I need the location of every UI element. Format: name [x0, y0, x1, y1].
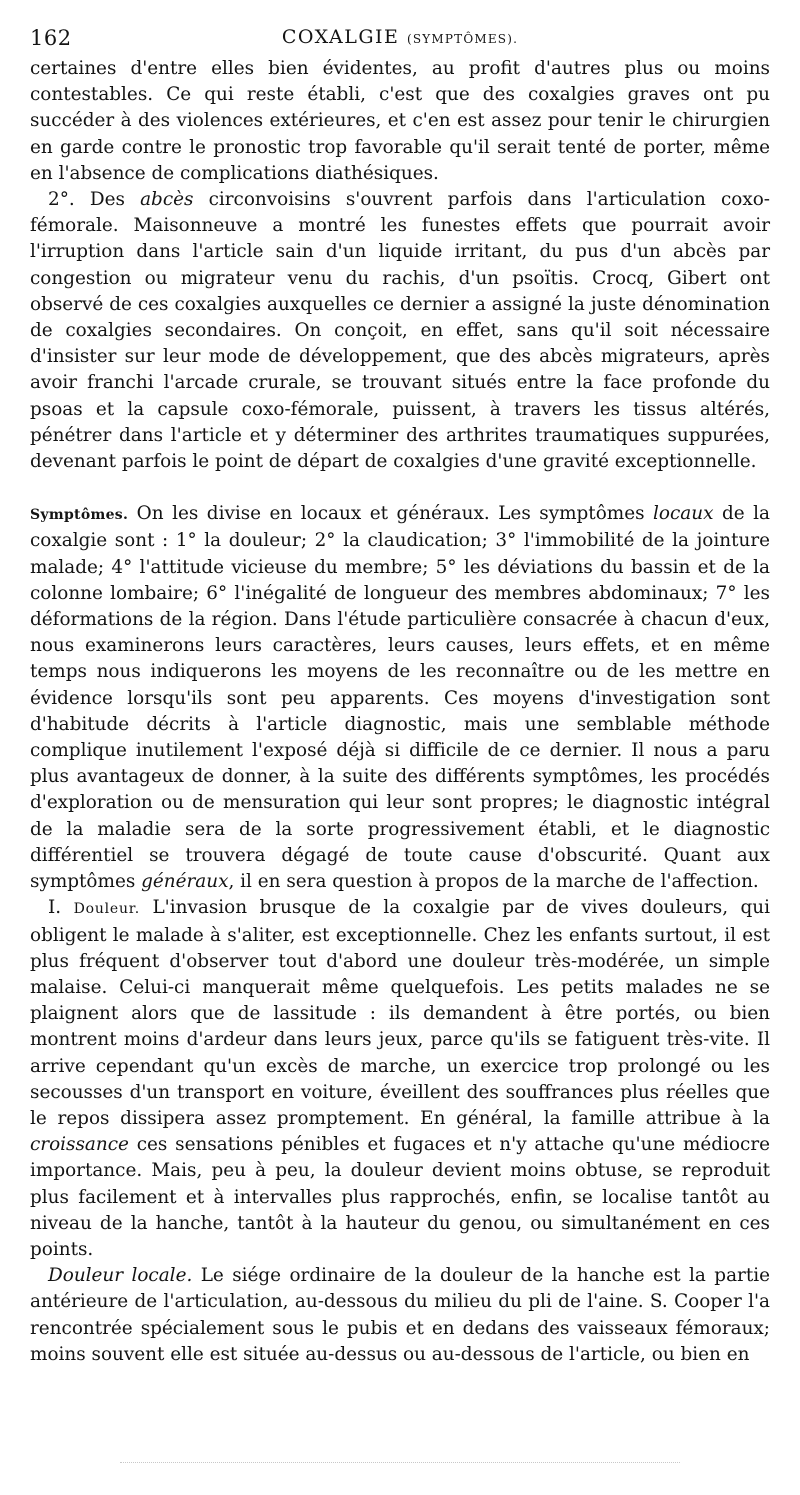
paragraph-3-b: de la coxalgie sont : 1° la douleur; 2° la claudication; 3° l'immobilité de la jointure malade; 4° l'attitude vicieuse du membre; 5° les déviations du bassin et de la colonne lombaire; 6° l'inégalité de longueur des membres abdominaux; 7° les déformations de la région. Dans l'étude particulière consacrée à chacun d'eux, nous examinerons leurs caractères, leurs causes, leurs effets, et en même temps nous indiquerons les moyens de les reconnaître ou de les mettre en évidence lorsqu'ils sont peu apparents. Ces moyens d'investigation sont d'habitude décrits à l'article diagnostic, mais une semblable méthode complique inutilement l'exposé déjà si difficile de ce dernier. Il nous a paru plus avantageux de donner, à la suite des différents symptômes, les procédés d'exploration ou de mensuration qui leur sont propres; le diagnostic intégral de la maladie sera de la sorte progressivement établi, et le diagnostic différentiel se trouvera dégagé de toute cause d'obscurité. Quant aux symptômes	[30, 503, 770, 893]
paragraph-3-italic-generaux: généraux	[141, 871, 229, 893]
paragraph-1	[30, 56, 770, 187]
body-text	[30, 56, 770, 1368]
page-number: 162	[30, 26, 72, 50]
paragraph-4-b: ces sensations pénibles et fugaces et n'y attache qu'une médiocre importance. Mais, peu à peu, la douleur devient moins obtuse, se reproduit plus facilement et à intervalles plus rapprochés, enfin, se localise tantôt au niveau de la hanche, tantôt à la hauteur du genou, ou simultanément en ces points.	[30, 1134, 770, 1260]
paragraph-5-italic-heading: Douleur locale.	[48, 1265, 193, 1287]
paragraph-symptomes	[30, 501, 770, 895]
paragraph-2-italic: abcès	[140, 189, 194, 211]
footer-dotted-rule	[120, 1462, 680, 1467]
section-label-symptomes: Symptômes.	[30, 507, 129, 524]
paragraph-2-rest: circonvoisins s'ouvrent parfois dans l'articulation coxo-fémorale. Maisonneuve a montré les funestes effets que pourrait avoir l'irruption dans l'article sain d'un liquide irritant, du pus d'un abcès par congestion ou migrateur venu du rachis, d'un psoïtis. Crocq, Gibert ont observé de ces coxalgies auxquelles ce dernier a assigné la juste dénomination de coxalgies secondaires. On conçoit, en effet, sans qu'il soit nécessaire d'insister sur leur mode de développement, que des abcès migrateurs, après avoir franchi l'arcade crurale, se trouvant situés entre la face profonde du psoas et la capsule coxo-fémorale, puissent, à travers les tissus altérés, pénétrer dans l'article et y déterminer des arthrites traumatiques suppurées, devenant parfois le point de départ de coxalgies d'une gravité exceptionnelle.	[30, 189, 770, 473]
paragraph-douleur	[30, 895, 770, 1263]
paragraph-4-number: I.	[48, 897, 74, 919]
section-label-douleur: Douleur.	[73, 901, 141, 918]
paragraph-3-a: On les divise en locaux et généraux. Les symptômes	[128, 503, 654, 525]
running-title-subtitle: (SYMPTÔMES).	[406, 32, 519, 46]
paragraph-1-text: certaines d'entre elles bien évidentes, au profit d'autres plus ou moins contestables. Ce qui reste établi, c'est que des coxalgies graves ont pu succéder à des violences extérieures, et c'en est assez pour tenir le chirurgien en garde contre le pronostic trop favorable qu'il serait tenté de porter, même en l'absence de complications diathésiques.	[30, 58, 770, 184]
paragraph-5-a: Le siége ordinaire de la douleur de la hanche est la partie antérieure de l'articulation, au-dessous du milieu du pli de l'aine. S. Cooper l'a rencontrée spécialement sous le pubis et en dedans des vaisseaux fémoraux; moins souvent elle est située au-dessus ou au-dessous de l'article, ou bien en	[30, 1265, 770, 1365]
paragraph-3-c: , il en sera question à propos de la marche de l'affection.	[228, 871, 759, 893]
paragraph-2-start: 2°. Des	[48, 189, 141, 211]
paragraph-4-italic-croissance: croissance	[30, 1134, 129, 1156]
paragraph-douleur-locale	[30, 1263, 770, 1368]
paragraph-3-italic-locaux: locaux	[653, 503, 714, 525]
running-title-main: COXALGIE	[281, 26, 400, 48]
running-head	[30, 26, 770, 56]
paragraph-2	[30, 187, 770, 475]
paragraph-4-a: L'invasion brusque de la coxalgie par de vives douleurs, qui obligent le malade à s'aliter, est exceptionnelle. Chez les enfants surtout, il est plus fréquent d'observer tout d'abord une douleur très-modérée, un simple malaise. Celui-ci manquerait même quelquefois. Les petits malades ne se plaignent alors que de lassitude : ils demandent à être portés, ou bien montrent moins d'ardeur dans leurs jeux, parce qu'ils se fatiguent très-vite. Il arrive cependant qu'un excès de marche, un exercice trop prolongé ou les secousses d'un transport en voiture, éveillent des souffrances plus réelles que le repos dissipera assez promptement. En général, la famille attribue à la	[30, 897, 770, 1129]
page	[30, 26, 770, 1368]
running-title	[30, 26, 770, 48]
